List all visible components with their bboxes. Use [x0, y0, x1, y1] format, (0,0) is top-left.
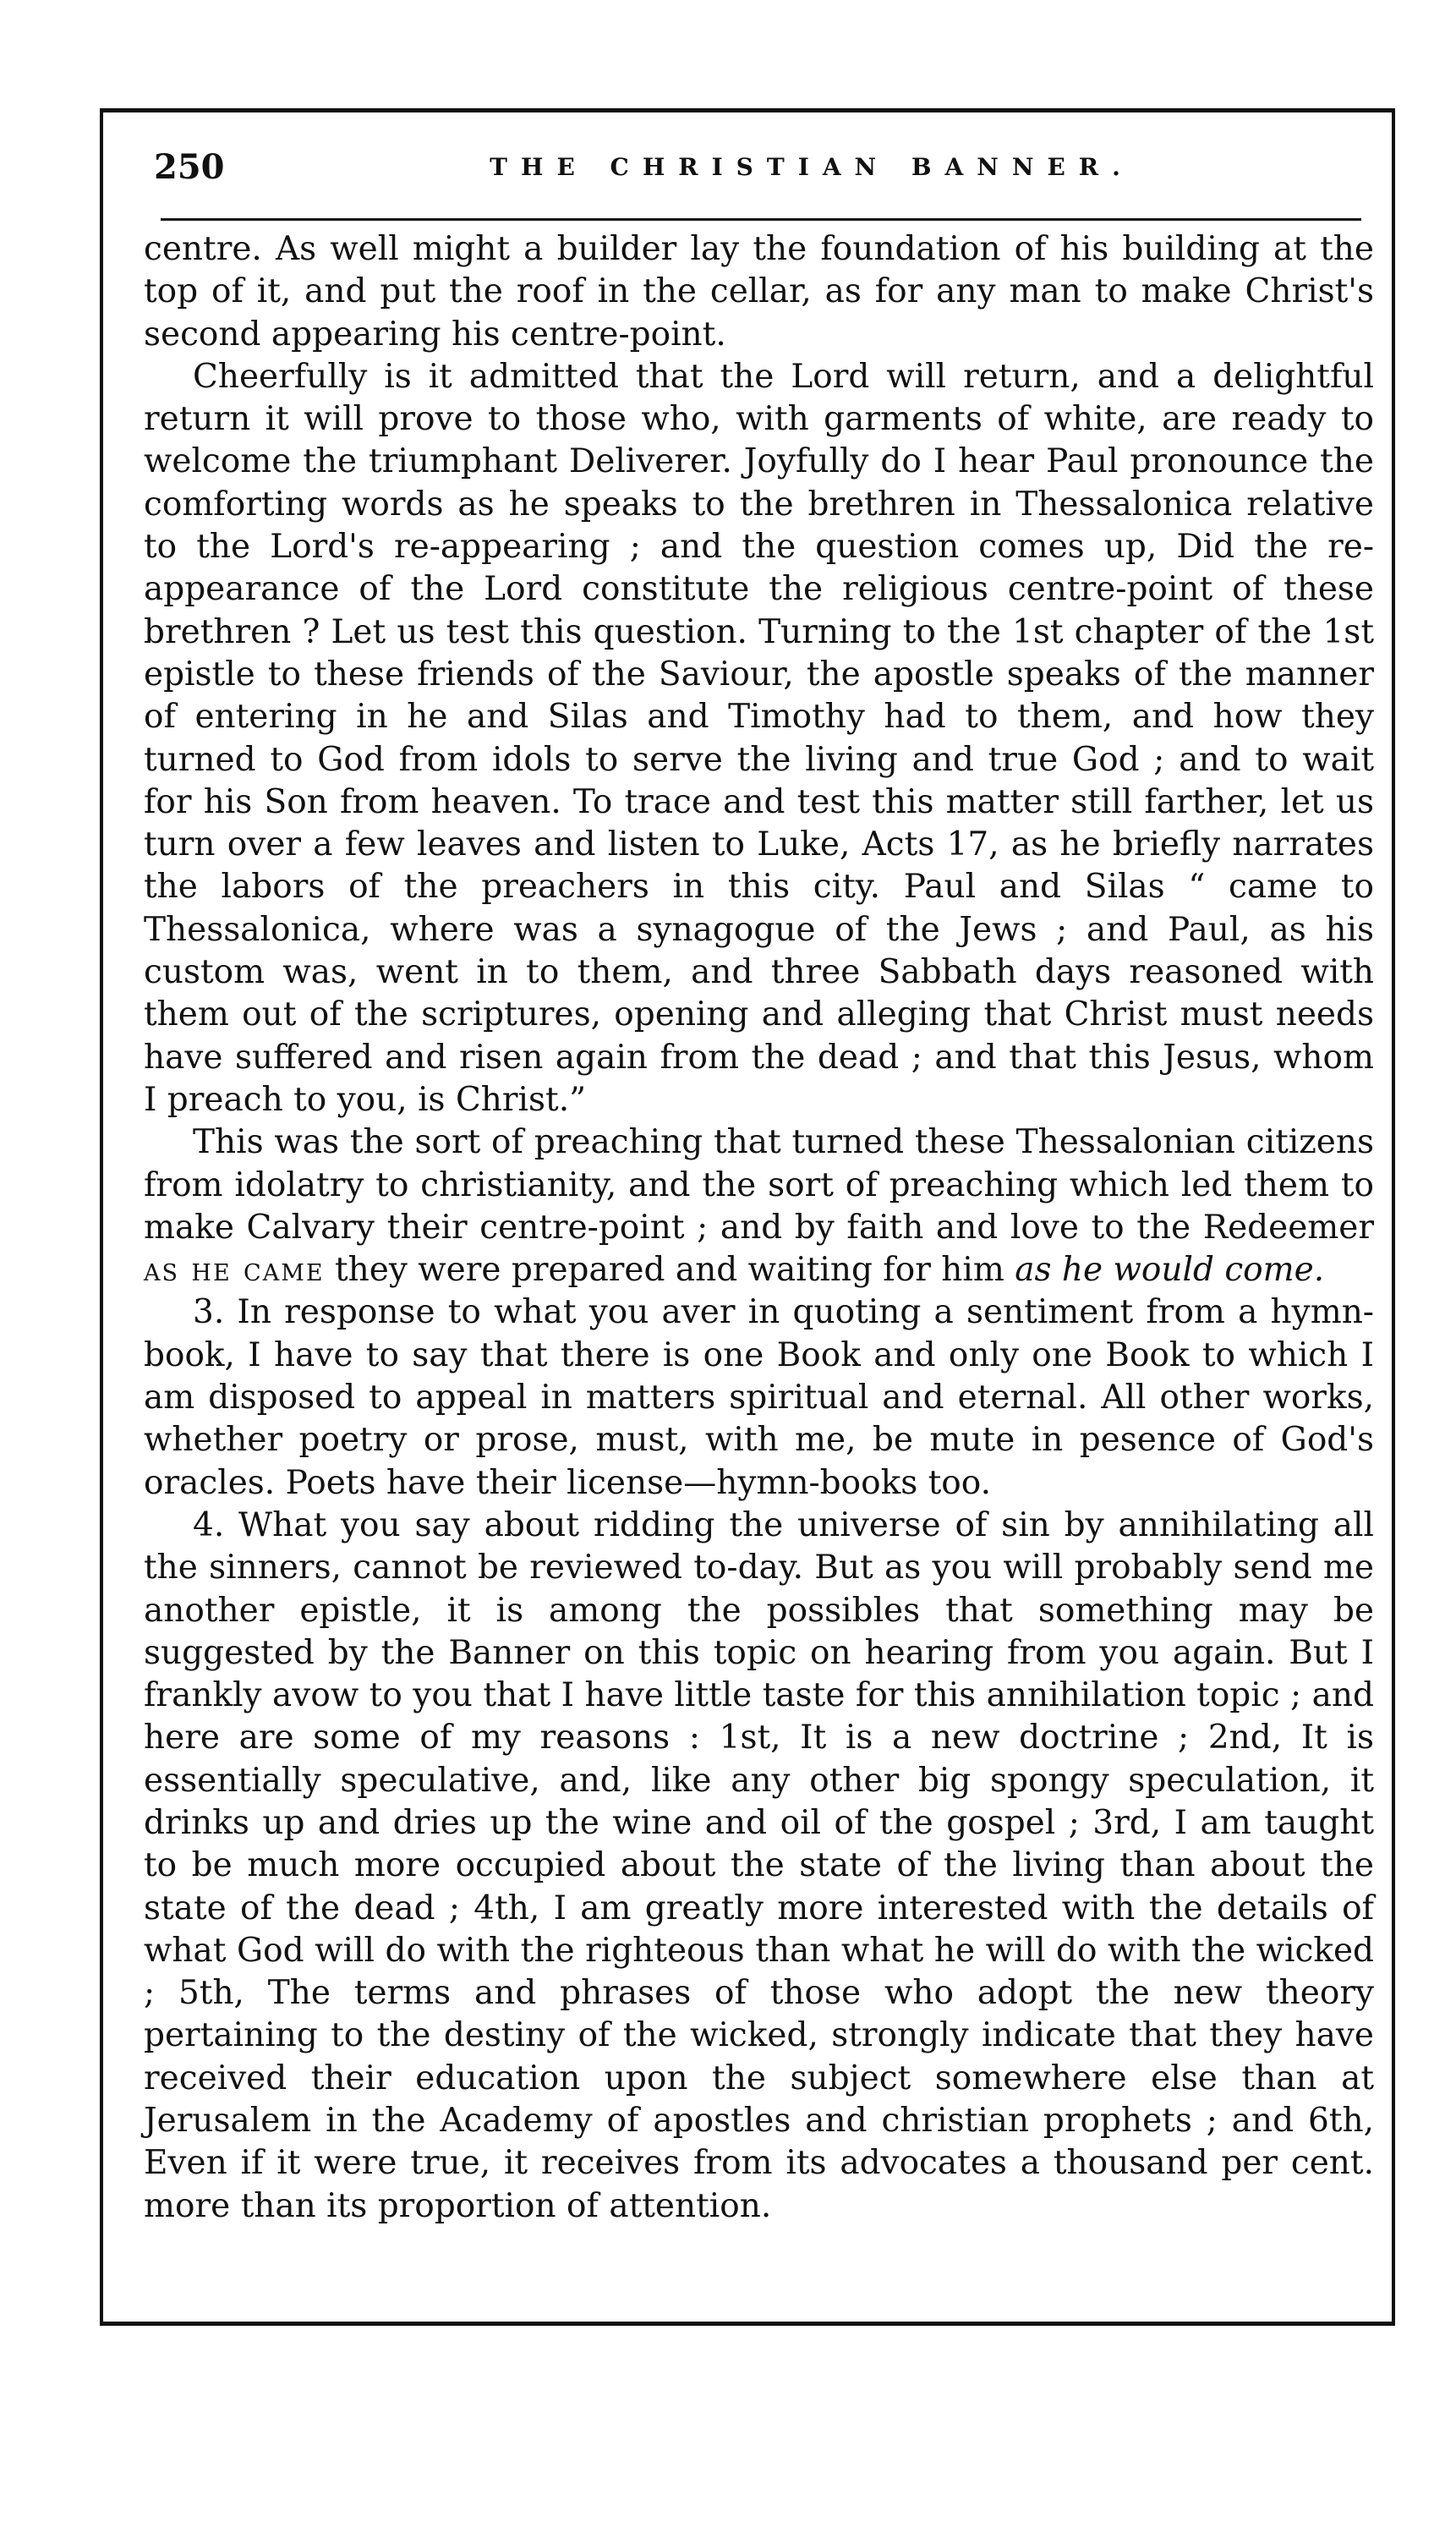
paragraph-3-italic: as he would come.: [1015, 1251, 1325, 1290]
paragraph-3-text: This was the sort of preaching that turned these Thessalonian citizens from idolatry to christianity, and the sort of preaching which led them to make Calvary their centre-point ; and by faith and love to the Redeemer: [144, 1123, 1374, 1247]
paragraph-5: 4. What you say about ridding the universe of sin by annihilating all the sinners, cannot be reviewed to-day. But as you will probably send me another epistle, it is among the possibles that something may be suggested by the Banner on this topic on hearing from you again. But I frankly avow to you that I have little taste for this annihilation topic ; and here are some of my reasons : 1st, It is a new doctrine ; 2nd, It is essentially speculative, and, like any other big spongy speculation, it drinks up and dries up the wine and oil of the gospel ; 3rd, I am taught to be much more occupied about the state of the living than about the state of the dead ; 4th, I am greatly more interested with the details of what God will do with the righteous than what he will do with the wicked ; 5th, The terms and phrases of those who adopt the new theory pertaining to the destiny of the wicked, strongly indicate that they have received their education upon the subject somewhere else than at Jerusalem in the Academy of apostles and christian prophets ; and 6th, Even if it were true, it receives from its advocates a thousand per cent. more than its proportion of attention.: [144, 1505, 1374, 2225]
paragraph-2: Cheerfully is it admitted that the Lord will return, and a delightful return it will prove to those who, with garments of white, are ready to welcome the triumphant Deliverer. Joyfully do I hear Paul pronounce the comforting words as he speaks to the brethren in Thessalonica relative to the Lord's re-appearing ; and the question comes up, Did the re-appearance of the Lord constitute the religious centre-point of these brethren ? Let us test this question. Turning to the 1st chapter of the 1st epistle to these friends of the Saviour, the apostle speaks of the manner of entering in he and Silas and Timothy had to them, and how they turned to God from idols to serve the living and true God ; and to wait for his Son from heaven. To trace and test this matter still farther, let us turn over a few leaves and listen to Luke, Acts 17, as he briefly narrates the labors of the preachers in this city. Paul and Silas “ came to Thessalonica, where was a synagogue of the Jews ; and Paul, as his custom was, went in to them, and three Sabbath days reasoned with them out of the scriptures, opening and alleging that Christ must needs have suffered and risen again from the dead ; and that this Jesus, whom I preach to you, is Christ.”: [144, 357, 1374, 1119]
page-frame-left: [100, 108, 103, 2324]
running-title: THE CHRISTIAN BANNER.: [490, 153, 1134, 181]
paragraph-3-smallcaps: as he came: [144, 1251, 325, 1290]
paragraph-4: 3. In response to what you aver in quoting a sentiment from a hymn-book, I have to say that there is one Book and only one Book to which I am disposed to appeal in matters spiritual and eternal. All other works, whether poetry or prose, must, with me, be mute in pesence of God's oracles. Poets have their license—hymn-books too.: [144, 1293, 1374, 1502]
header-rule: [161, 218, 1361, 221]
paragraph-1: centre. As well might a builder lay the foundation of his building at the top of it, and put the roof in the cellar, as for any man to make Christ's second appearing his centre-point.: [144, 230, 1374, 354]
page-frame-bottom: [100, 2322, 1395, 2326]
page-frame-right: [1392, 108, 1395, 2324]
article-body: [144, 228, 1374, 2228]
paragraph-3: [144, 1121, 1374, 1291]
page-number: 250: [154, 147, 225, 187]
paragraph-3-middle: they were prepared and waiting for him: [334, 1251, 1004, 1290]
page-header: [135, 142, 1370, 193]
page-frame-top: [100, 108, 1395, 112]
